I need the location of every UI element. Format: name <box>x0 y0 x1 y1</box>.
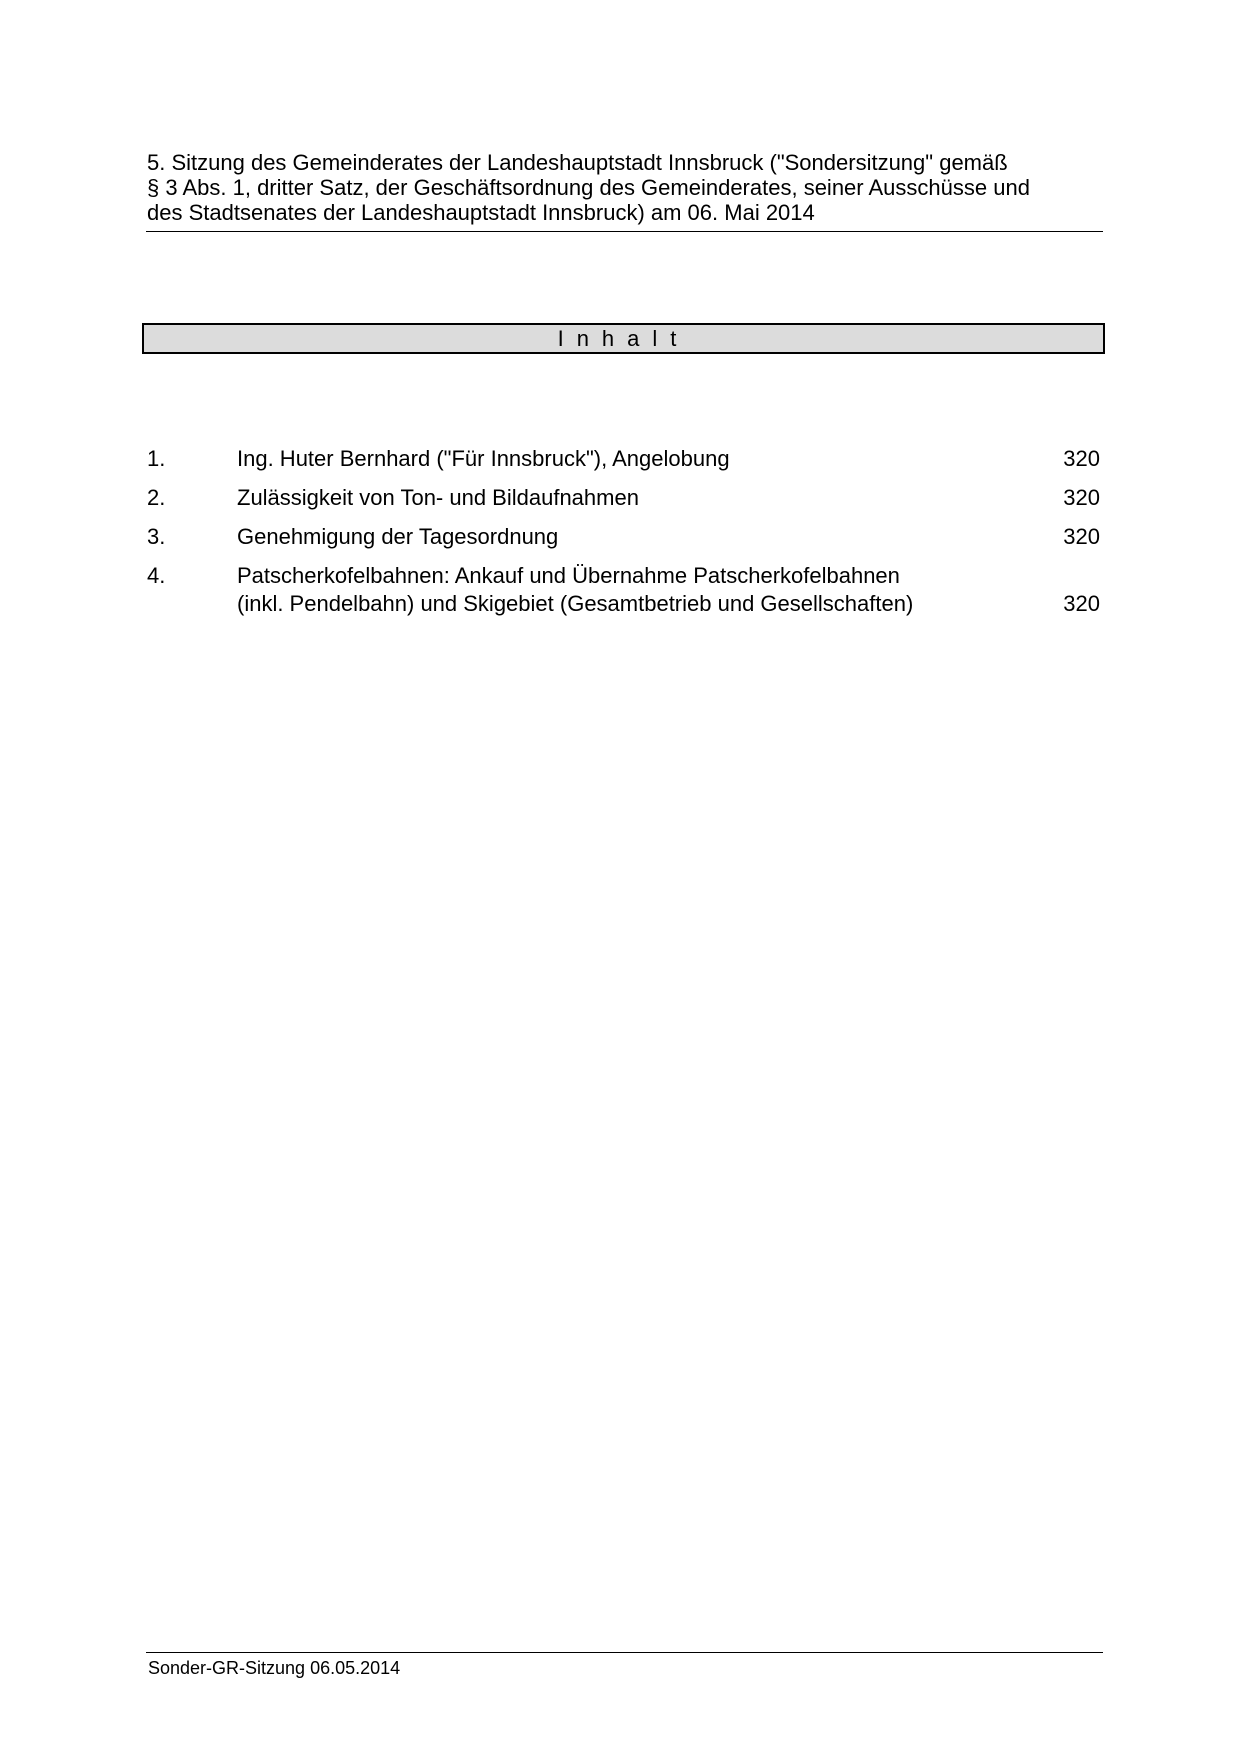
footer-divider <box>146 1652 1103 1653</box>
document-header: 5. Sitzung des Gemeinderates der Landeshauptstadt Innsbruck ("Sondersitzung" gemäß § 3 Abs. 1, dritter Satz, der Geschäftsordnung des Gemeinderates, seiner Ausschüsse und des Stadtsenates der Landeshauptstadt Innsbruck) am 06. Mai 2014 <box>147 150 1030 225</box>
page-footer: Sonder-GR-Sitzung 06.05.2014 <box>148 1658 401 1678</box>
toc-item-title: Genehmigung der Tagesordnung <box>237 524 559 549</box>
toc-item <box>147 484 1100 512</box>
toc-item-title: Ing. Huter Bernhard ("Für Innsbruck"), Angelobung <box>237 446 730 471</box>
toc-item-title: Zulässigkeit von Ton- und Bildaufnahmen <box>237 485 639 510</box>
toc-item-number: 1. <box>147 446 166 471</box>
toc-item <box>147 562 1100 618</box>
toc-item-page: 320 <box>1063 591 1100 616</box>
toc-item-number: 3. <box>147 524 166 549</box>
header-divider <box>146 231 1103 232</box>
toc-item-title: Patscherkofelbahnen: Ankauf und Übernahme Patscherkofelbahnen (inkl. Pendelbahn) und Skigebiet (Gesamtbetrieb und Gesellschaften) <box>237 563 914 616</box>
table-of-contents <box>147 445 1100 629</box>
toc-item <box>147 445 1100 473</box>
toc-item-number: 2. <box>147 485 166 510</box>
toc-item-number: 4. <box>147 563 166 588</box>
toc-item-page: 320 <box>1063 446 1100 471</box>
toc-item-page: 320 <box>1063 524 1100 549</box>
toc-title: Inhalt <box>142 323 1105 354</box>
toc-item <box>147 523 1100 551</box>
toc-item-page: 320 <box>1063 485 1100 510</box>
